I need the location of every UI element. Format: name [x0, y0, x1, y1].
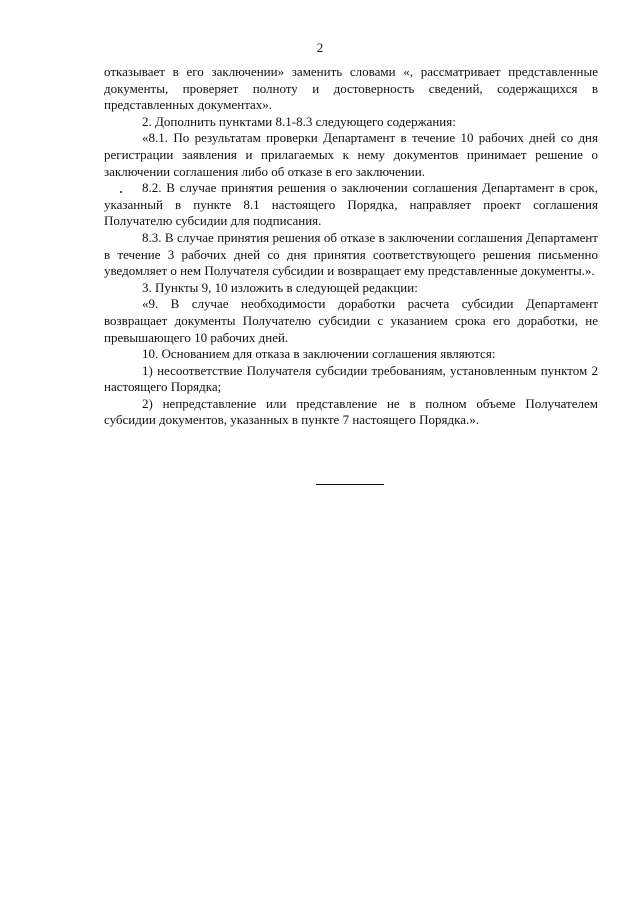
- paragraph-subitem-2: 2) непредставление или представление не в полном объеме Получателем субсидии документов, указанных в пункте 7 настоящего Порядка.».: [104, 395, 598, 428]
- paragraph-continuation: отказывает в его заключении» заменить словами «, рассматривает представленные документы, проверяет полноту и достоверность сведений, содержащихся в представленных документах».: [104, 64, 598, 113]
- document-body: [104, 64, 598, 429]
- end-of-text-rule: [316, 484, 384, 485]
- page-number: 2: [316, 40, 324, 55]
- paragraph-item-8-2: 8.2. В случае принятия решения о заключении соглашения Департамент в срок, указанный в пункте 8.1 настоящего Порядка, направляет проект соглашения Получателю субсидии для подписания.: [104, 180, 598, 229]
- paragraph-item-8-3: 8.3. В случае принятия решения об отказе в заключении соглашения Департамент в течение 3 рабочих дней со дня принятия соответствующего решения письменно уведомляет о нем Получателя субсидии и возвращает ему представленные документы.».: [104, 229, 598, 279]
- paragraph-item-2: 2. Дополнить пунктами 8.1-8.3 следующего содержания:: [142, 113, 456, 129]
- paragraph-item-3: 3. Пункты 9, 10 изложить в следующей редакции:: [142, 279, 418, 295]
- paragraph-subitem-1: 1) несоответствие Получателя субсидии требованиям, установленным пунктом 2 настоящего Порядка;: [104, 362, 598, 395]
- paragraph-item-8-1: «8.1. По результатам проверки Департамент в течение 10 рабочих дней со дня регистрации заявления и прилагаемых к нему документов принимает решение о заключении соглашения либо об отказе в его заключении.: [104, 130, 598, 179]
- paragraph-item-9: «9. В случае необходимости доработки расчета субсидии Департамент возвращает документы Получателю субсидии с указанием срока его доработки, не превышающего 10 рабочих дней.: [104, 296, 598, 345]
- paragraph-item-10: 10. Основанием для отказа в заключении соглашения являются:: [142, 346, 496, 362]
